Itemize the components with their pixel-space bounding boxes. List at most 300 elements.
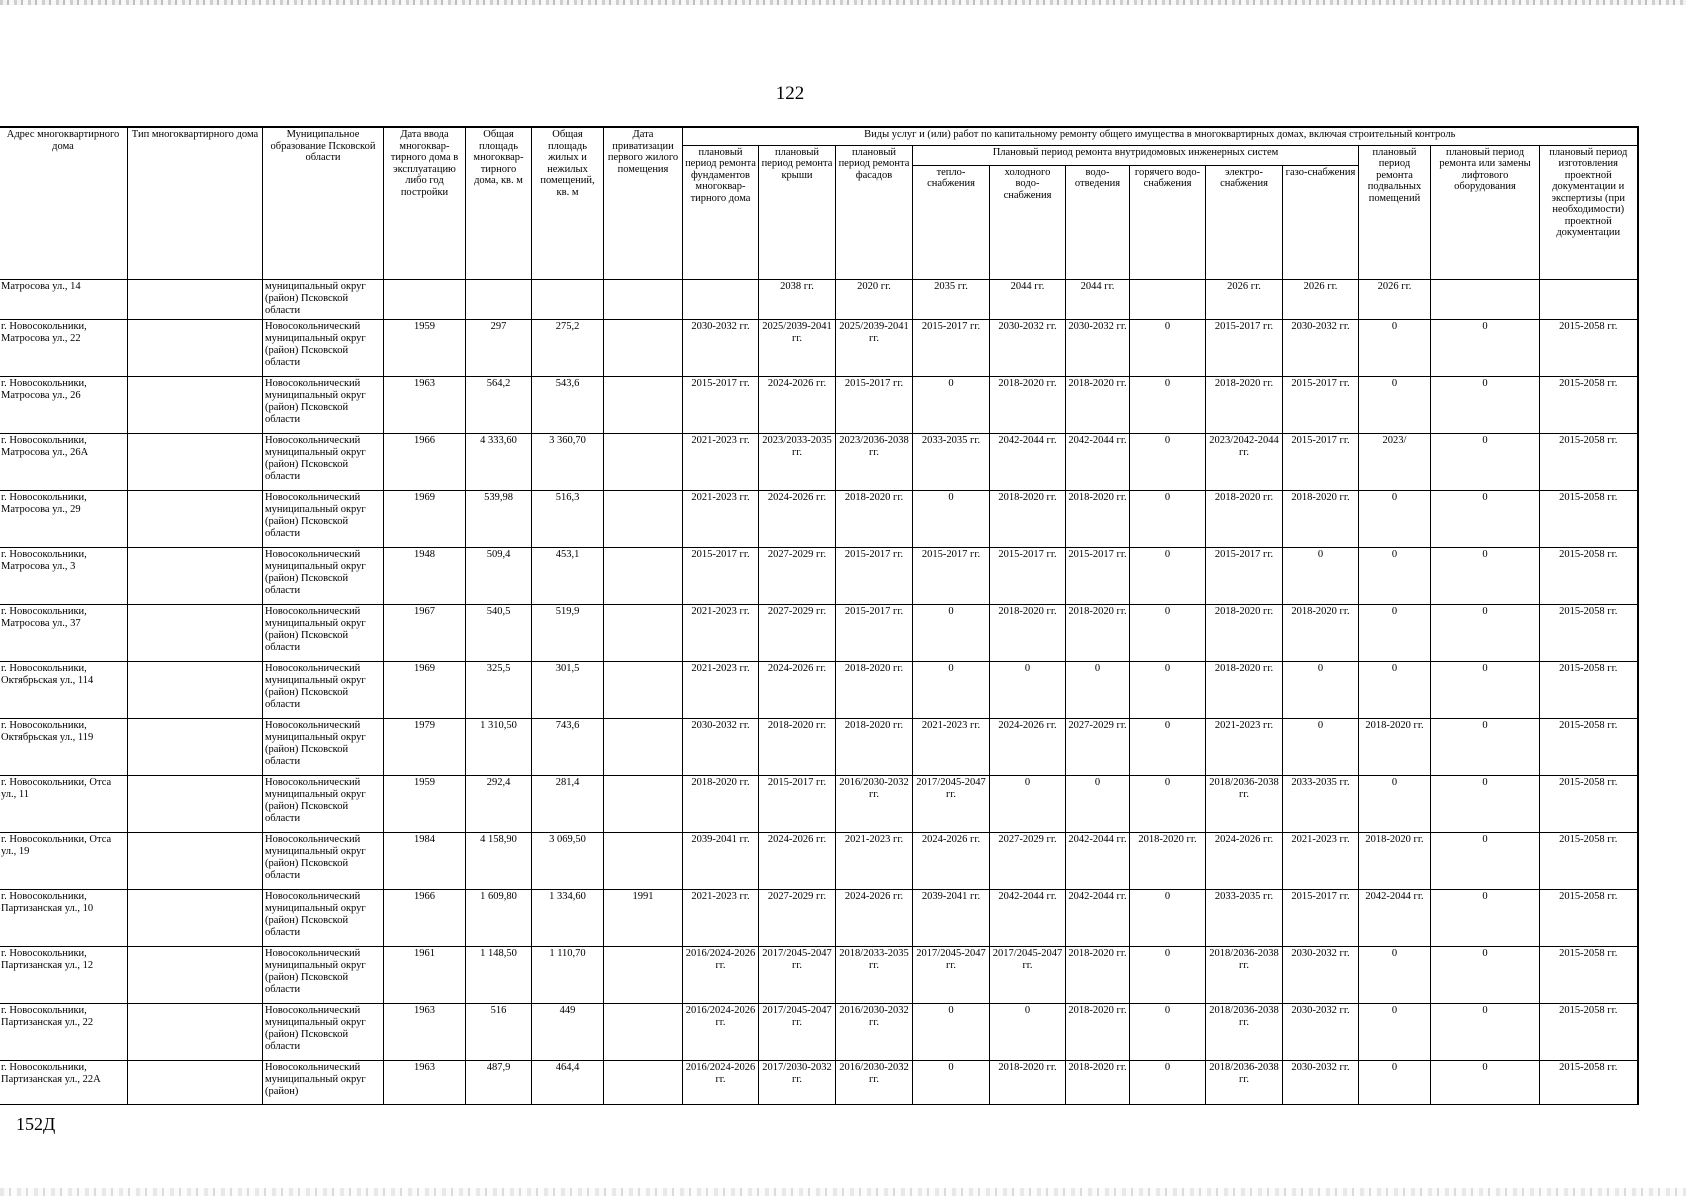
cell-cold: 2042-2044 гг. [990, 889, 1066, 946]
cell-living: 543,6 [532, 376, 604, 433]
cell-type [128, 547, 263, 604]
cell-hot: 0 [1130, 661, 1206, 718]
cell-gas: 2021-2023 гг. [1283, 832, 1359, 889]
cell-hot [1130, 279, 1206, 319]
cell-docs: 2015-2058 гг. [1540, 433, 1638, 490]
cell-hot: 0 [1130, 718, 1206, 775]
cell-address: г. Новосокольники, Партизанская ул., 22 [0, 1003, 128, 1060]
cell-address: г. Новосокольники, Матросова ул., 22 [0, 319, 128, 376]
cell-priv [604, 319, 683, 376]
cell-basement: 0 [1359, 547, 1431, 604]
cell-foundation: 2021-2023 гг. [683, 604, 759, 661]
table-row [0, 889, 1638, 946]
table-row [0, 1060, 1638, 1104]
cell-cold: 2027-2029 гг. [990, 832, 1066, 889]
cell-elec: 2033-2035 гг. [1206, 889, 1283, 946]
cell-priv [604, 775, 683, 832]
cell-basement: 0 [1359, 1060, 1431, 1104]
cell-type [128, 433, 263, 490]
cell-priv [604, 661, 683, 718]
cell-address: г. Новосокольники, Отса ул., 11 [0, 775, 128, 832]
cell-year: 1963 [384, 376, 466, 433]
header-total-area: Общая площадь многоквар-тирного дома, кв. м [466, 127, 532, 279]
cell-foundation: 2021-2023 гг. [683, 889, 759, 946]
cell-hot: 0 [1130, 547, 1206, 604]
table-row [0, 718, 1638, 775]
cell-foundation: 2016/2024-2026 гг. [683, 946, 759, 1003]
cell-facade: 2018-2020 гг. [836, 718, 913, 775]
cell-living: 1 334,60 [532, 889, 604, 946]
cell-municipality: Новосокольнический муниципальный округ (район) Псковской области [263, 661, 384, 718]
cell-gas: 2026 гг. [1283, 279, 1359, 319]
cell-living: 3 069,50 [532, 832, 604, 889]
header-facade: плановый период ремонта фасадов [836, 145, 913, 279]
header-house-type: Тип многоквартирного дома [128, 127, 263, 279]
cell-docs: 2015-2058 гг. [1540, 1060, 1638, 1104]
header-design-docs: плановый период изготовления проектной документации и экспертизы (при необходимости) проектной документации [1540, 145, 1638, 279]
cell-living: 453,1 [532, 547, 604, 604]
cell-type [128, 946, 263, 1003]
scan-edge-bottom [0, 1188, 1686, 1196]
header-electric: электро-снабжения [1206, 165, 1283, 279]
cell-type [128, 718, 263, 775]
cell-roof: 2024-2026 гг. [759, 832, 836, 889]
cell-gas: 2015-2017 гг. [1283, 376, 1359, 433]
cell-elec: 2023/2042-2044 гг. [1206, 433, 1283, 490]
cell-elevator: 0 [1431, 946, 1540, 1003]
cell-elevator: 0 [1431, 832, 1540, 889]
cell-foundation: 2030-2032 гг. [683, 319, 759, 376]
cell-priv [604, 433, 683, 490]
cell-facade: 2015-2017 гг. [836, 547, 913, 604]
cell-roof: 2027-2029 гг. [759, 889, 836, 946]
cell-municipality: Новосокольнический муниципальный округ (район) Псковской области [263, 547, 384, 604]
cell-heat: 2035 гг. [913, 279, 990, 319]
cell-municipality: Новосокольнический муниципальный округ (район) Псковской области [263, 946, 384, 1003]
cell-docs: 2015-2058 гг. [1540, 946, 1638, 1003]
cell-area: 292,4 [466, 775, 532, 832]
cell-cold: 2017/2045-2047 гг. [990, 946, 1066, 1003]
table-row [0, 1003, 1638, 1060]
cell-priv [604, 832, 683, 889]
header-cold-water: холодного водо-снабжения [990, 165, 1066, 279]
cell-basement: 0 [1359, 376, 1431, 433]
cell-area: 564,2 [466, 376, 532, 433]
cell-foundation [683, 279, 759, 319]
cell-drain: 2018-2020 гг. [1066, 1003, 1130, 1060]
cell-facade: 2023/2036-2038 гг. [836, 433, 913, 490]
cell-address: г. Новосокольники, Матросова ул., 29 [0, 490, 128, 547]
cell-drain: 2018-2020 гг. [1066, 604, 1130, 661]
table-row [0, 279, 1638, 319]
cell-facade: 2016/2030-2032 гг. [836, 1060, 913, 1104]
cell-drain: 0 [1066, 661, 1130, 718]
cell-basement: 2023/ [1359, 433, 1431, 490]
cell-drain: 2018-2020 гг. [1066, 1060, 1130, 1104]
cell-roof: 2024-2026 гг. [759, 490, 836, 547]
cell-elevator: 0 [1431, 775, 1540, 832]
cell-facade: 2015-2017 гг. [836, 376, 913, 433]
cell-area: 539,98 [466, 490, 532, 547]
cell-roof: 2023/2033-2035 гг. [759, 433, 836, 490]
cell-basement: 0 [1359, 661, 1431, 718]
cell-type [128, 889, 263, 946]
cell-priv [604, 376, 683, 433]
cell-priv [604, 946, 683, 1003]
cell-priv [604, 547, 683, 604]
header-heat: тепло-снабжения [913, 165, 990, 279]
cell-elec: 2018-2020 гг. [1206, 661, 1283, 718]
cell-hot: 2018-2020 гг. [1130, 832, 1206, 889]
cell-basement: 0 [1359, 604, 1431, 661]
cell-gas: 2018-2020 гг. [1283, 604, 1359, 661]
header-living-area: Общая площадь жилых и нежилых помещений, кв. м [532, 127, 604, 279]
cell-drain: 2018-2020 гг. [1066, 490, 1130, 547]
header-address: Адрес многоквартирного дома [0, 127, 128, 279]
cell-cold: 2018-2020 гг. [990, 490, 1066, 547]
cell-municipality: Новосокольнический муниципальный округ (район) Псковской области [263, 775, 384, 832]
cell-hot: 0 [1130, 1060, 1206, 1104]
cell-docs: 2015-2058 гг. [1540, 775, 1638, 832]
cell-foundation: 2021-2023 гг. [683, 433, 759, 490]
cell-facade: 2021-2023 гг. [836, 832, 913, 889]
cell-municipality: Новосокольнический муниципальный округ (район) Псковской области [263, 718, 384, 775]
scan-edge-top [0, 0, 1686, 5]
cell-drain: 2042-2044 гг. [1066, 433, 1130, 490]
cell-gas: 2018-2020 гг. [1283, 490, 1359, 547]
header-engineering-group: Плановый период ремонта внутридомовых инженерных систем [913, 145, 1359, 165]
cell-elec: 2018-2020 гг. [1206, 376, 1283, 433]
cell-hot: 0 [1130, 376, 1206, 433]
cell-roof: 2017/2045-2047 гг. [759, 1003, 836, 1060]
cell-area: 325,5 [466, 661, 532, 718]
table-body [0, 279, 1638, 1104]
cell-roof: 2025/2039-2041 гг. [759, 319, 836, 376]
cell-year: 1961 [384, 946, 466, 1003]
cell-heat: 0 [913, 604, 990, 661]
cell-foundation: 2016/2024-2026 гг. [683, 1003, 759, 1060]
cell-facade: 2015-2017 гг. [836, 604, 913, 661]
cell-foundation: 2021-2023 гг. [683, 490, 759, 547]
table-row [0, 547, 1638, 604]
cell-gas: 0 [1283, 718, 1359, 775]
cell-heat: 0 [913, 376, 990, 433]
cell-type [128, 1003, 263, 1060]
cell-facade: 2024-2026 гг. [836, 889, 913, 946]
cell-facade: 2018/2033-2035 гг. [836, 946, 913, 1003]
cell-roof: 2027-2029 гг. [759, 547, 836, 604]
cell-drain: 2018-2020 гг. [1066, 376, 1130, 433]
cell-drain: 2042-2044 гг. [1066, 889, 1130, 946]
header-roof: плановый период ремонта крыши [759, 145, 836, 279]
cell-docs: 2015-2058 гг. [1540, 490, 1638, 547]
cell-elec: 2026 гг. [1206, 279, 1283, 319]
cell-priv [604, 718, 683, 775]
cell-priv [604, 604, 683, 661]
cell-municipality: Новосокольнический муниципальный округ (район) Псковской области [263, 319, 384, 376]
cell-municipality: Новосокольнический муниципальный округ (район) Псковской области [263, 490, 384, 547]
cell-address: г. Новосокольники, Партизанская ул., 22А [0, 1060, 128, 1104]
cell-elevator: 0 [1431, 718, 1540, 775]
cell-drain: 0 [1066, 775, 1130, 832]
cell-type [128, 376, 263, 433]
cell-living: 301,5 [532, 661, 604, 718]
cell-cold: 2044 гг. [990, 279, 1066, 319]
cell-heat: 0 [913, 661, 990, 718]
cell-drain: 2015-2017 гг. [1066, 547, 1130, 604]
cell-type [128, 279, 263, 319]
cell-facade: 2016/2030-2032 гг. [836, 1003, 913, 1060]
cell-heat: 2015-2017 гг. [913, 319, 990, 376]
header-basement: плановый период ремонта подвальных помещений [1359, 145, 1431, 279]
cell-year: 1948 [384, 547, 466, 604]
cell-area: 516 [466, 1003, 532, 1060]
cell-docs: 2015-2058 гг. [1540, 604, 1638, 661]
header-municipality: Муниципальное образование Псковской области [263, 127, 384, 279]
cell-year: 1963 [384, 1003, 466, 1060]
table-row [0, 604, 1638, 661]
header-works-group: Виды услуг и (или) работ по капитальному ремонту общего имущества в многоквартирных домах, включая строительный контроль [683, 127, 1638, 145]
cell-roof: 2015-2017 гг. [759, 775, 836, 832]
cell-living: 464,4 [532, 1060, 604, 1104]
cell-area: 4 333,60 [466, 433, 532, 490]
cell-heat: 2021-2023 гг. [913, 718, 990, 775]
cell-elec: 2018-2020 гг. [1206, 604, 1283, 661]
cell-year: 1979 [384, 718, 466, 775]
cell-heat: 2024-2026 гг. [913, 832, 990, 889]
cell-address: г. Новосокольники, Октябрьская ул., 114 [0, 661, 128, 718]
cell-roof: 2024-2026 гг. [759, 661, 836, 718]
cell-foundation: 2021-2023 гг. [683, 661, 759, 718]
cell-year: 1959 [384, 775, 466, 832]
cell-area: 487,9 [466, 1060, 532, 1104]
cell-type [128, 604, 263, 661]
cell-drain: 2042-2044 гг. [1066, 832, 1130, 889]
cell-gas: 0 [1283, 547, 1359, 604]
header-foundation: плановый период ремонта фундаментов многоквар-тирного дома [683, 145, 759, 279]
cell-roof: 2024-2026 гг. [759, 376, 836, 433]
cell-facade: 2018-2020 гг. [836, 661, 913, 718]
cell-living: 743,6 [532, 718, 604, 775]
cell-elec: 2024-2026 гг. [1206, 832, 1283, 889]
cell-foundation: 2039-2041 гг. [683, 832, 759, 889]
cell-heat: 2015-2017 гг. [913, 547, 990, 604]
header-gas: газо-снабжения [1283, 165, 1359, 279]
cell-basement: 0 [1359, 319, 1431, 376]
cell-municipality: Новосокольнический муниципальный округ (район) Псковской области [263, 604, 384, 661]
cell-drain: 2018-2020 гг. [1066, 946, 1130, 1003]
cell-type [128, 490, 263, 547]
header-commission-date: Дата ввода многоквар-тирного дома в эксплуатацию либо год постройки [384, 127, 466, 279]
cell-cold: 0 [990, 1003, 1066, 1060]
cell-municipality: Новосокольнический муниципальный округ (район) Псковской области [263, 1003, 384, 1060]
cell-address: г. Новосокольники, Партизанская ул., 12 [0, 946, 128, 1003]
cell-elevator: 0 [1431, 1060, 1540, 1104]
cell-living: 1 110,70 [532, 946, 604, 1003]
cell-living [532, 279, 604, 319]
cell-gas: 2015-2017 гг. [1283, 433, 1359, 490]
cell-type [128, 1060, 263, 1104]
cell-elevator: 0 [1431, 1003, 1540, 1060]
cell-docs: 2015-2058 гг. [1540, 376, 1638, 433]
cell-year: 1984 [384, 832, 466, 889]
cell-docs: 2015-2058 гг. [1540, 661, 1638, 718]
cell-foundation: 2015-2017 гг. [683, 547, 759, 604]
cell-living: 519,9 [532, 604, 604, 661]
cell-roof: 2038 гг. [759, 279, 836, 319]
cell-elevator: 0 [1431, 661, 1540, 718]
table-row [0, 775, 1638, 832]
cell-elevator: 0 [1431, 889, 1540, 946]
cell-facade: 2025/2039-2041 гг. [836, 319, 913, 376]
cell-heat: 2017/2045-2047 гг. [913, 775, 990, 832]
cell-docs: 2015-2058 гг. [1540, 832, 1638, 889]
cell-hot: 0 [1130, 1003, 1206, 1060]
cell-priv [604, 1060, 683, 1104]
cell-drain: 2030-2032 гг. [1066, 319, 1130, 376]
footer-code: 152Д [16, 1114, 56, 1134]
cell-heat: 0 [913, 490, 990, 547]
cell-facade: 2018-2020 гг. [836, 490, 913, 547]
cell-area: 4 158,90 [466, 832, 532, 889]
cell-year: 1967 [384, 604, 466, 661]
cell-foundation: 2016/2024-2026 гг. [683, 1060, 759, 1104]
cell-hot: 0 [1130, 433, 1206, 490]
cell-hot: 0 [1130, 604, 1206, 661]
cell-elevator: 0 [1431, 319, 1540, 376]
capital-repair-table [0, 126, 1639, 1105]
cell-docs: 2015-2058 гг. [1540, 718, 1638, 775]
cell-elec: 2018/2036-2038 гг. [1206, 775, 1283, 832]
table-row [0, 319, 1638, 376]
cell-basement: 2018-2020 гг. [1359, 718, 1431, 775]
cell-docs: 2015-2058 гг. [1540, 889, 1638, 946]
cell-area: 509,4 [466, 547, 532, 604]
cell-roof: 2017/2030-2032 гг. [759, 1060, 836, 1104]
cell-area: 1 609,80 [466, 889, 532, 946]
cell-gas: 2030-2032 гг. [1283, 946, 1359, 1003]
cell-heat: 2017/2045-2047 гг. [913, 946, 990, 1003]
cell-basement: 2026 гг. [1359, 279, 1431, 319]
cell-hot: 0 [1130, 946, 1206, 1003]
cell-docs [1540, 279, 1638, 319]
cell-municipality: Новосокольнический муниципальный округ (район) Псковской области [263, 376, 384, 433]
cell-elec: 2015-2017 гг. [1206, 547, 1283, 604]
cell-area: 1 310,50 [466, 718, 532, 775]
header-elevator: плановый период ремонта или замены лифтового оборудования [1431, 145, 1540, 279]
cell-gas: 2033-2035 гг. [1283, 775, 1359, 832]
cell-gas: 2015-2017 гг. [1283, 889, 1359, 946]
cell-roof: 2018-2020 гг. [759, 718, 836, 775]
cell-elec: 2015-2017 гг. [1206, 319, 1283, 376]
cell-roof: 2027-2029 гг. [759, 604, 836, 661]
cell-hot: 0 [1130, 490, 1206, 547]
cell-year: 1966 [384, 433, 466, 490]
cell-heat: 2033-2035 гг. [913, 433, 990, 490]
cell-basement: 0 [1359, 1003, 1431, 1060]
cell-elevator: 0 [1431, 490, 1540, 547]
cell-area: 1 148,50 [466, 946, 532, 1003]
header-privatization-date: Дата приватизации первого жилого помещения [604, 127, 683, 279]
cell-priv [604, 279, 683, 319]
cell-municipality: Новосокольнический муниципальный округ (район) Псковской области [263, 832, 384, 889]
cell-priv [604, 1003, 683, 1060]
cell-cold: 2015-2017 гг. [990, 547, 1066, 604]
cell-address: Матросова ул., 14 [0, 279, 128, 319]
cell-facade: 2016/2030-2032 гг. [836, 775, 913, 832]
cell-elec: 2018/2036-2038 гг. [1206, 1060, 1283, 1104]
table-row [0, 832, 1638, 889]
cell-priv: 1991 [604, 889, 683, 946]
cell-foundation: 2018-2020 гг. [683, 775, 759, 832]
cell-gas: 0 [1283, 661, 1359, 718]
cell-living: 449 [532, 1003, 604, 1060]
cell-type [128, 319, 263, 376]
cell-cold: 2030-2032 гг. [990, 319, 1066, 376]
cell-living: 275,2 [532, 319, 604, 376]
table-row [0, 661, 1638, 718]
cell-address: г. Новосокольники, Партизанская ул., 10 [0, 889, 128, 946]
cell-type [128, 832, 263, 889]
cell-municipality: Новосокольнический муниципальный округ (район) Псковской области [263, 433, 384, 490]
cell-year: 1966 [384, 889, 466, 946]
cell-area: 297 [466, 319, 532, 376]
cell-foundation: 2015-2017 гг. [683, 376, 759, 433]
cell-cold: 2018-2020 гг. [990, 1060, 1066, 1104]
cell-elevator: 0 [1431, 376, 1540, 433]
cell-area: 540,5 [466, 604, 532, 661]
cell-address: г. Новосокольники, Матросова ул., 26 [0, 376, 128, 433]
cell-elevator: 0 [1431, 433, 1540, 490]
cell-year: 1969 [384, 661, 466, 718]
cell-elec: 2018/2036-2038 гг. [1206, 946, 1283, 1003]
cell-municipality: Новосокольнический муниципальный округ (район) [263, 1060, 384, 1104]
cell-drain: 2027-2029 гг. [1066, 718, 1130, 775]
cell-docs: 2015-2058 гг. [1540, 319, 1638, 376]
cell-hot: 0 [1130, 889, 1206, 946]
cell-basement: 0 [1359, 946, 1431, 1003]
table-row [0, 946, 1638, 1003]
cell-address: г. Новосокольники, Матросова ул., 37 [0, 604, 128, 661]
cell-year: 1963 [384, 1060, 466, 1104]
cell-elec: 2021-2023 гг. [1206, 718, 1283, 775]
cell-address: г. Новосокольники, Октябрьская ул., 119 [0, 718, 128, 775]
cell-basement: 0 [1359, 775, 1431, 832]
cell-gas: 2030-2032 гг. [1283, 1060, 1359, 1104]
cell-address: г. Новосокольники, Матросова ул., 3 [0, 547, 128, 604]
cell-cold: 0 [990, 661, 1066, 718]
cell-cold: 2018-2020 гг. [990, 376, 1066, 433]
header-hot-water: горячего водо-снабжения [1130, 165, 1206, 279]
cell-elevator: 0 [1431, 547, 1540, 604]
cell-address: г. Новосокольники, Матросова ул., 26А [0, 433, 128, 490]
cell-priv [604, 490, 683, 547]
cell-facade: 2020 гг. [836, 279, 913, 319]
cell-gas: 2030-2032 гг. [1283, 1003, 1359, 1060]
cell-foundation: 2030-2032 гг. [683, 718, 759, 775]
cell-gas: 2030-2032 гг. [1283, 319, 1359, 376]
cell-type [128, 661, 263, 718]
cell-docs: 2015-2058 гг. [1540, 1003, 1638, 1060]
header-drainage: водо-отведения [1066, 165, 1130, 279]
cell-heat: 0 [913, 1003, 990, 1060]
cell-basement: 2042-2044 гг. [1359, 889, 1431, 946]
page-number: 122 [775, 83, 805, 104]
cell-living: 3 360,70 [532, 433, 604, 490]
cell-cold: 2024-2026 гг. [990, 718, 1066, 775]
table-row [0, 376, 1638, 433]
cell-elevator: 0 [1431, 604, 1540, 661]
